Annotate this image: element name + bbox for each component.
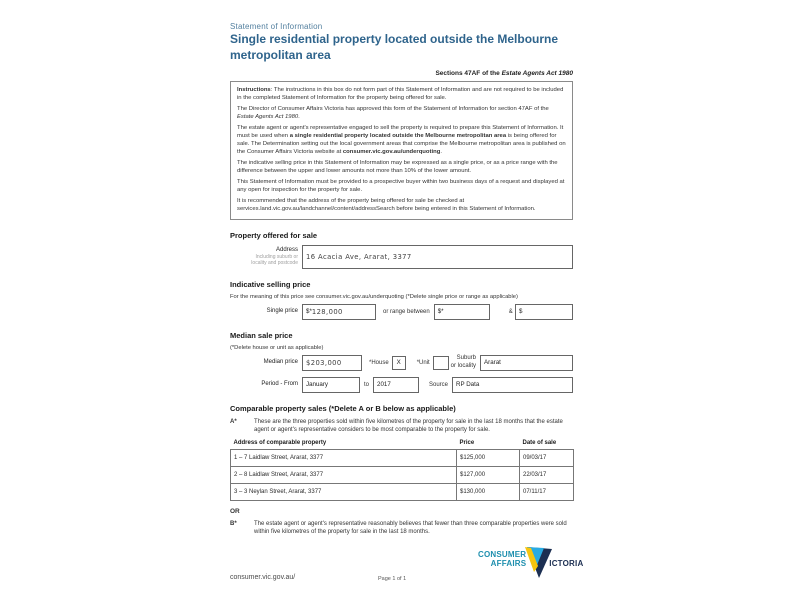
suburb-value: Ararat xyxy=(484,359,501,367)
indicative-price-row xyxy=(230,304,573,320)
range-to-field[interactable] xyxy=(515,304,573,320)
table-row xyxy=(231,483,574,500)
footer-website: consumer.vic.gov.au/ xyxy=(230,574,296,581)
cell-address: 2 – 8 Laidlaw Street, Ararat, 3377 xyxy=(231,466,457,483)
range-from-field[interactable] xyxy=(434,304,490,320)
col-header-address: Address of comparable property xyxy=(233,439,327,446)
col-header-price: Price xyxy=(459,439,475,446)
address-sublabel-1: Including suburb or xyxy=(255,254,298,261)
median-price-row xyxy=(230,355,573,371)
address-label xyxy=(230,247,302,266)
period-from-value: January xyxy=(306,381,329,389)
range-to-prefix: $ xyxy=(519,308,523,316)
cell-address: 3 – 3 Neylan Street, Ararat, 3377 xyxy=(231,483,457,500)
logo-consumer: CONSUMER xyxy=(478,550,527,559)
address-label-main: Address xyxy=(275,247,298,254)
suburb-field[interactable] xyxy=(480,355,573,371)
range-from-prefix: $* xyxy=(437,308,444,316)
period-to-value: 2017 xyxy=(377,381,391,389)
unit-label: *Unit xyxy=(416,359,430,366)
source-field[interactable] xyxy=(452,377,573,393)
single-price-prefix: $* xyxy=(306,308,312,316)
source-value: RP Data xyxy=(456,381,480,389)
logo-victoria: ICTORIA xyxy=(549,559,584,568)
instructions-p2-end: . xyxy=(298,114,300,121)
page-title: Single residential property located outside the Melbourne metropolitan area xyxy=(230,32,559,62)
cell-address: 1 – 7 Laidlaw Street, Ararat, 3377 xyxy=(231,449,457,466)
cell-date: 09/03/17 xyxy=(520,449,574,466)
median-note: (*Delete house or unit as applicable) xyxy=(230,344,324,351)
single-price-field[interactable] xyxy=(302,304,376,320)
period-from-field[interactable] xyxy=(302,377,360,393)
median-price-label: Median price xyxy=(263,359,298,366)
cell-price: $130,000 xyxy=(457,483,520,500)
indicative-note: For the meaning of this price see consumer.vic.gov.au/underquoting (*Delete single price or range as applicable) xyxy=(230,293,518,300)
instructions-p2-act: Estate Agents Act 1980 xyxy=(237,114,299,121)
single-price-value: 128,000 xyxy=(311,307,343,316)
instructions-paragraph-6: It is recommended that the address of the property being offered for sale be checked at services.land.vic.gov.au/landchannel/content/addressSearch before being entered in this Statement of Information. xyxy=(237,198,536,212)
col-header-date: Date of sale xyxy=(522,439,557,446)
consumer-affairs-victoria-logo xyxy=(478,547,583,578)
ampersand-label: & xyxy=(508,308,513,315)
instructions-paragraph-5: This Statement of Information must be provided to a prospective buyer within two business days of a request and displayed at any open for inspection for the property for sale. xyxy=(237,179,565,193)
unit-checkbox[interactable] xyxy=(433,356,449,370)
median-period-row xyxy=(230,377,573,393)
to-label: to xyxy=(364,381,370,388)
range-label: or range between xyxy=(383,308,430,315)
house-mark: X xyxy=(396,359,401,367)
address-row xyxy=(230,245,573,269)
suburb-label-2: or locality xyxy=(450,362,476,369)
victoria-triangle-icon xyxy=(525,547,552,578)
house-checkbox[interactable] xyxy=(392,356,406,370)
logo-wordmark xyxy=(478,550,526,568)
document-page xyxy=(230,22,573,536)
option-b-row xyxy=(230,520,573,536)
property-section-heading: Property offered for sale xyxy=(230,230,318,240)
instructions-p3-mid: is being offered for sale. The Determination setting out the local government areas that comprise the Melbourne metropolitan area is published on the Consumer Affairs Victoria website at xyxy=(237,133,566,155)
suburb-label xyxy=(451,355,480,369)
cell-price: $125,000 xyxy=(457,449,520,466)
table-row xyxy=(231,449,574,466)
median-price-value: $203,000 xyxy=(306,358,342,367)
instructions-box xyxy=(230,81,573,219)
option-a-row xyxy=(230,418,573,434)
cell-date: 22/03/17 xyxy=(520,466,574,483)
suburb-label-1: Suburb xyxy=(456,355,476,362)
single-price-label: Single price xyxy=(266,308,298,315)
median-section-heading: Median sale price xyxy=(230,330,293,340)
instructions-paragraph-1 xyxy=(237,87,566,103)
instructions-p3-end: . xyxy=(440,148,442,155)
or-label: OR xyxy=(230,507,240,515)
indicative-section-heading: Indicative selling price xyxy=(230,279,311,289)
instructions-p3-text: The estate agent or agent's representative engaged to sell the property is required to prepare this Statement of Information. It must be used when xyxy=(237,125,564,140)
instructions-label: Instructions xyxy=(237,87,271,94)
comparable-section-heading: Comparable property sales (*Delete A or B below as applicable) xyxy=(230,403,456,413)
sections-act-name: Estate Agents Act 1980 xyxy=(501,70,573,78)
table-header-row xyxy=(231,437,574,450)
logo-affairs: AFFAIRS xyxy=(490,559,527,569)
median-price-field[interactable] xyxy=(302,355,362,371)
sections-reference xyxy=(230,70,573,77)
comparable-sales-table xyxy=(230,437,574,501)
option-b-key: B* xyxy=(230,520,237,527)
instructions-paragraph-3 xyxy=(237,125,566,156)
cell-price: $127,000 xyxy=(457,466,520,483)
document-eyebrow: Statement of Information xyxy=(230,22,323,31)
address-field[interactable] xyxy=(302,245,573,269)
instructions-p2-text: The Director of Consumer Affairs Victoria has approved this form of the Statement of Information for section 47AF of the xyxy=(237,106,549,113)
address-value: 16 Acacia Ave, Ararat, 3377 xyxy=(306,252,412,261)
sections-prefix: Sections 47AF of the xyxy=(435,70,502,78)
period-label: Period - From xyxy=(261,381,298,388)
cell-date: 07/11/17 xyxy=(520,483,574,500)
instructions-p1-text: : The instructions in this box do not form part of this Statement of Information and are not required to be included in the completed Statement of Information for the property being offered for sale. xyxy=(237,87,564,101)
instructions-p3-url: consumer.vic.gov.au/underquoting xyxy=(342,148,441,155)
table-row xyxy=(231,466,574,483)
instructions-paragraph-2 xyxy=(237,106,566,122)
address-sublabel-2: locality and postcode xyxy=(251,260,298,267)
period-to-field[interactable] xyxy=(373,377,419,393)
footer-page-number: Page 1 of 1 xyxy=(378,576,407,582)
instructions-p3-bold: a single residential property located outside the Melbourne metropolitan area xyxy=(289,133,507,140)
source-label: Source xyxy=(428,381,448,388)
option-a-key: A* xyxy=(230,418,237,425)
house-label: *House xyxy=(369,359,389,366)
instructions-paragraph-4: The indicative selling price in this Statement of Information may be expressed as a single price, or as a price range with the difference between the upper and lower amounts not more than 10% of the lower amount. xyxy=(237,159,558,174)
option-b-text: The estate agent or agent's representative reasonably believes that fewer than three comparable properties were sold within five kilometres of the property for sale in the last 18 months. xyxy=(254,520,567,535)
option-a-text: These are the three properties sold within five kilometres of the property for sale in the last 18 months that the estate agent or agent's representative considers to be most comparable to the property for sale. xyxy=(254,418,563,433)
